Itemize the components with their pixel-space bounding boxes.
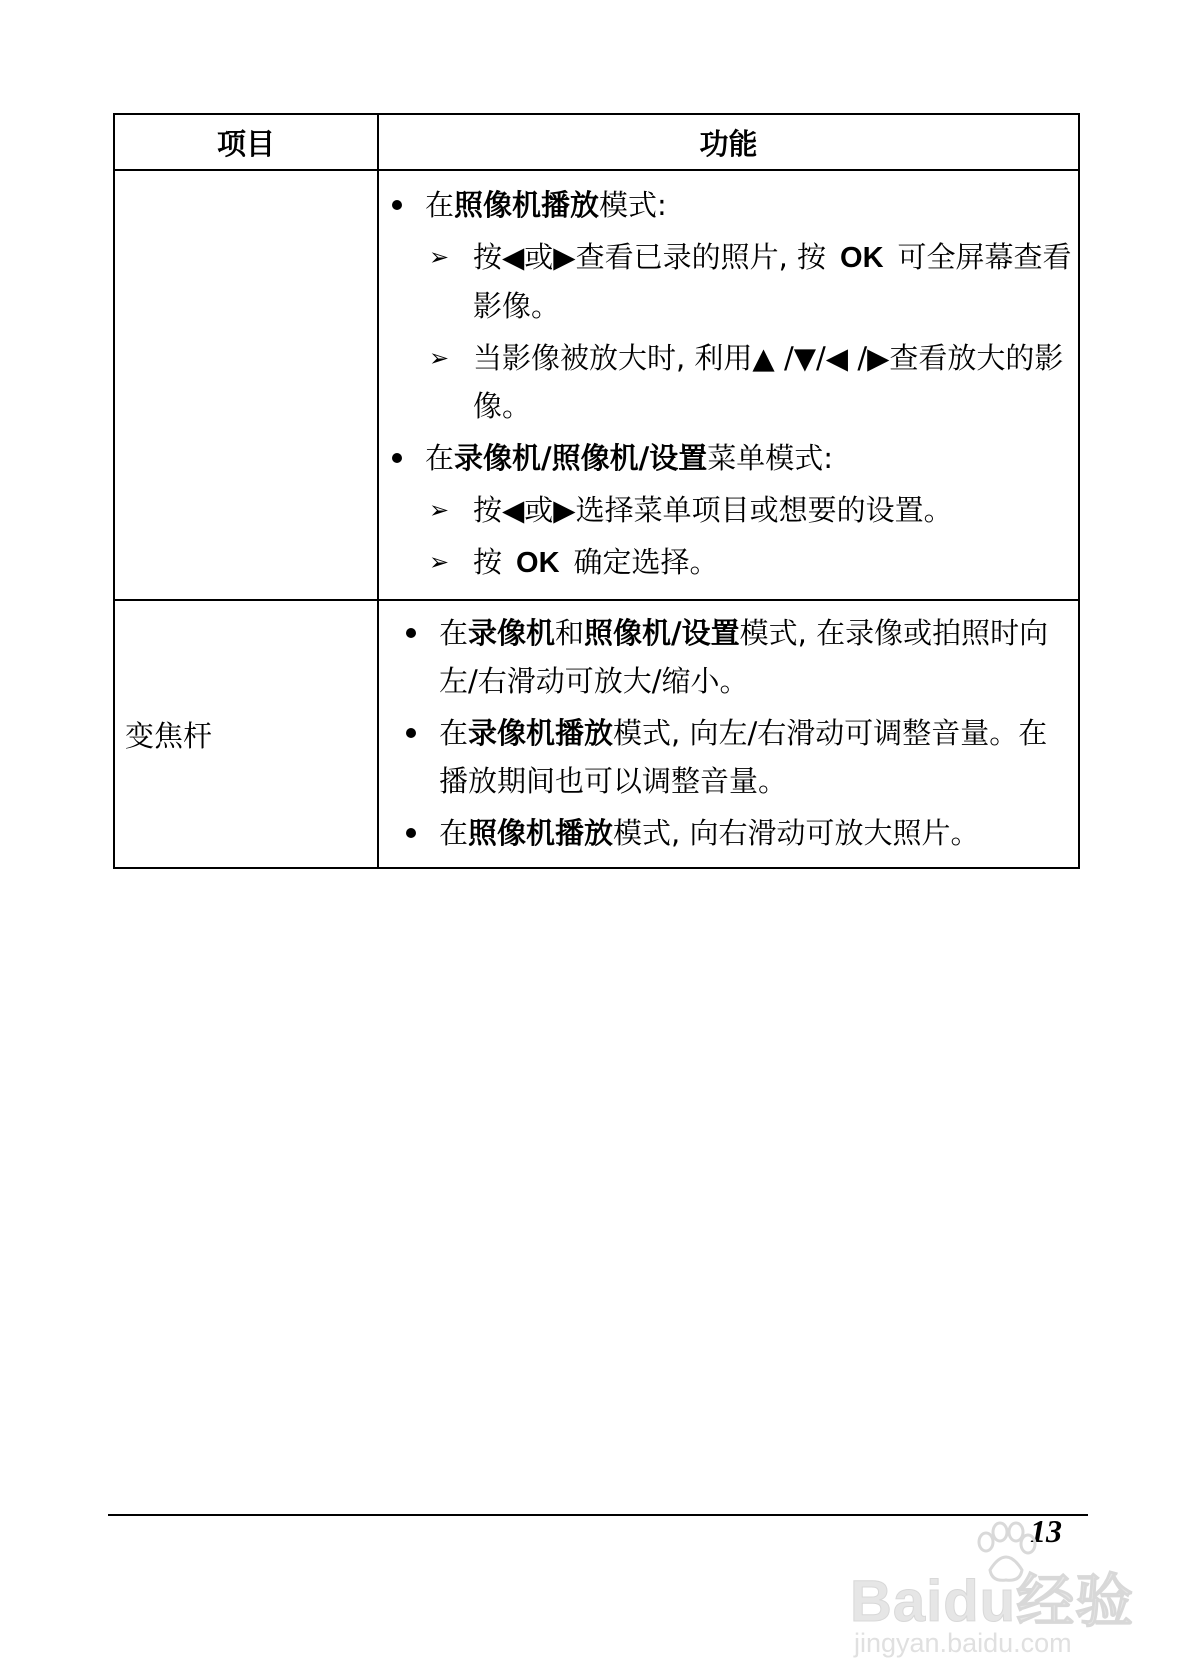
table-header-row <box>114 114 1079 170</box>
item-cell-zoom-lever: 变焦杆 <box>114 600 378 868</box>
bullet-dot-icon <box>406 728 416 738</box>
bullet-dot-icon <box>406 628 416 638</box>
sub-item-view-photos: ➢ 按◀或▶查看已录的照片, 按 OK 可全屏幕查看影像。 <box>379 233 1078 330</box>
bullet-photo-zoom: 在照像机播放模式, 向右滑动可放大照片。 <box>379 809 1070 857</box>
ok-key: OK <box>840 242 884 274</box>
table-row <box>114 170 1079 600</box>
bullet-playback-mode: 在照像机播放模式: <box>379 181 1078 229</box>
function-table <box>113 113 1080 869</box>
bullet-dot-icon <box>392 453 402 463</box>
page-number: 13 <box>1030 1513 1062 1549</box>
sub-item-confirm: ➢ 按 OK 确定选择。 <box>379 538 1078 587</box>
baidu-watermark <box>850 1520 1140 1660</box>
bullet-dot-icon <box>406 828 416 838</box>
arrow-bullet-icon: ➢ <box>429 344 450 372</box>
function-cell <box>378 600 1079 868</box>
function-cell <box>378 170 1079 600</box>
bullet-menu-mode: 在录像机/照像机/设置菜单模式: <box>379 434 1078 482</box>
watermark-brand: Baidu经验 <box>850 1569 1135 1634</box>
bullet-dot-icon <box>392 200 402 210</box>
header-item: 项目 <box>114 114 378 170</box>
table-row <box>114 600 1079 868</box>
ok-key: OK <box>516 547 560 579</box>
arrow-bullet-icon: ➢ <box>429 243 450 271</box>
arrow-bullet-icon: ➢ <box>429 548 450 576</box>
bullet-volume: 在录像机播放模式, 向左/右滑动可调整音量。在播放期间也可以调整音量。 <box>379 709 1070 805</box>
watermark-url: jingyan.baidu.com <box>854 1628 1072 1658</box>
sub-item-zoomed-view: ➢ 当影像被放大时, 利用▲ /▼/◀ /▶查看放大的影像。 <box>379 334 1078 430</box>
item-cell-empty <box>114 170 378 600</box>
bullet-record-zoom: 在录像机和照像机/设置模式, 在录像或拍照时向左/右滑动可放大/缩小。 <box>379 609 1070 705</box>
sub-item-select-menu: ➢ 按◀或▶选择菜单项目或想要的设置。 <box>379 486 1078 534</box>
arrow-bullet-icon: ➢ <box>429 496 450 524</box>
footer-divider <box>108 1514 1088 1516</box>
header-function: 功能 <box>378 114 1079 170</box>
